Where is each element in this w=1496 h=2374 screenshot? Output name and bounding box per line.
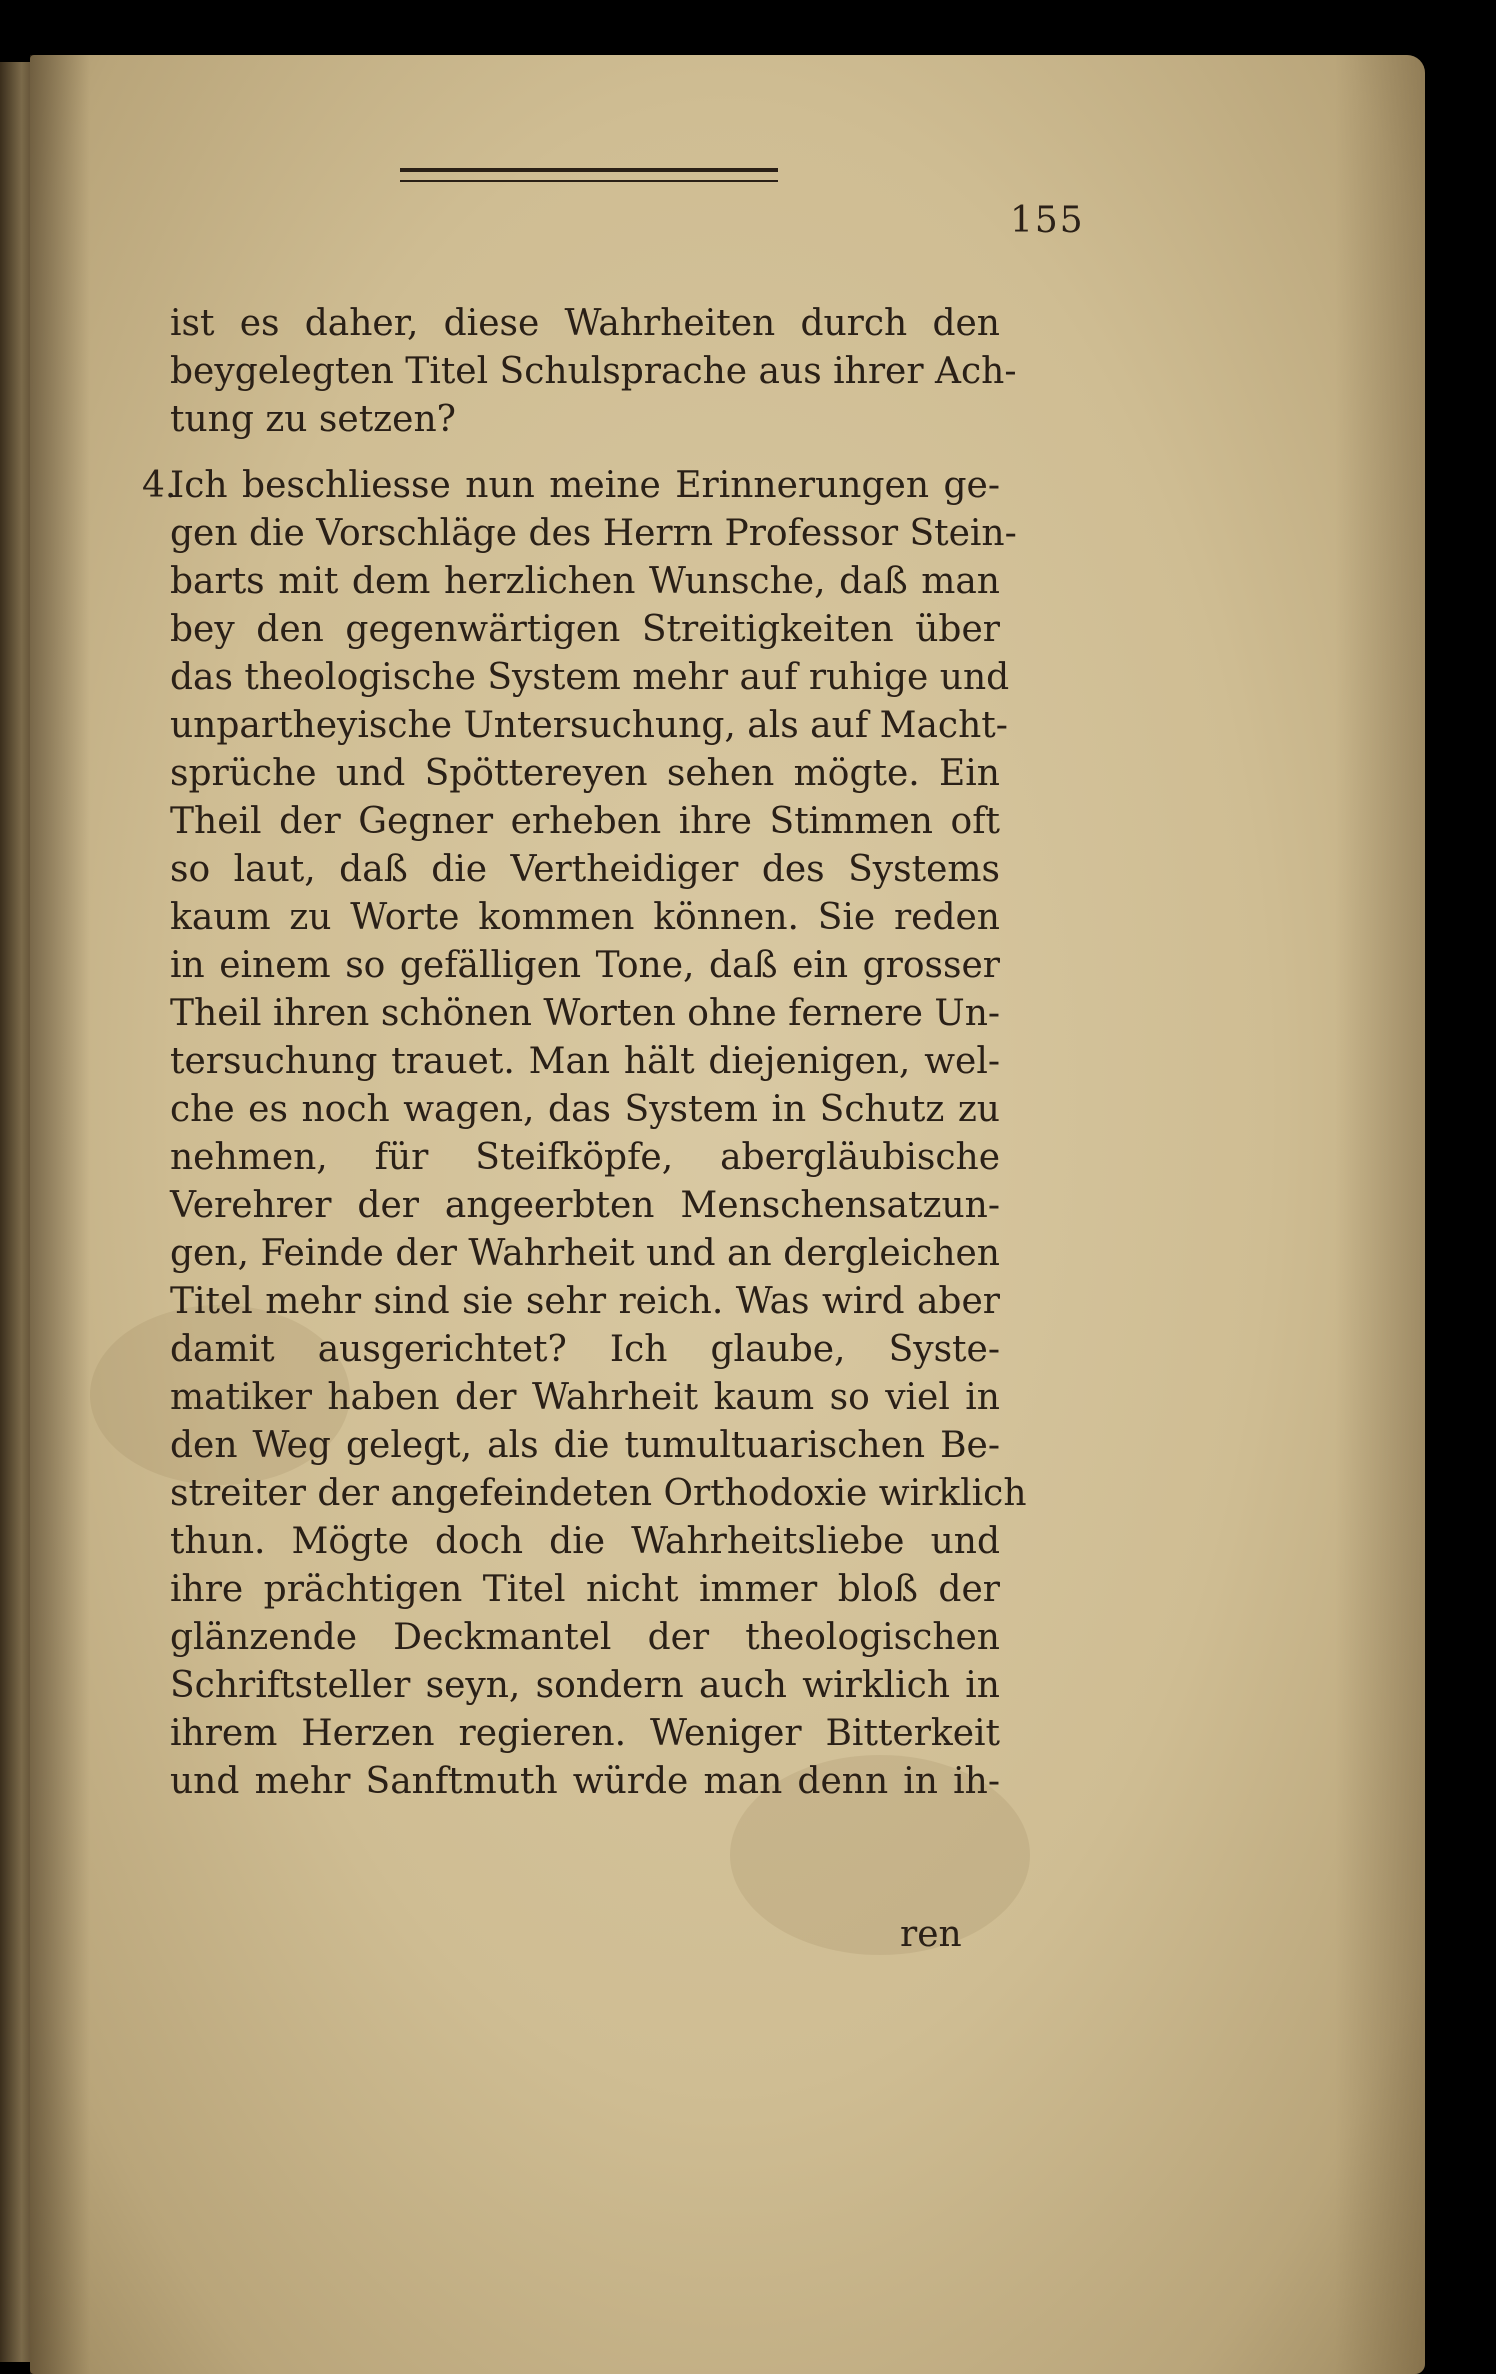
text-line: ist es daher, diese Wahrheiten durch den (170, 303, 1000, 344)
text-line: so laut, daß die Vertheidiger des Systems (170, 849, 1000, 890)
text-line: ihre prächtigen Titel nicht immer bloß der (170, 1569, 1000, 1610)
text-line: gen, Feinde der Wahrheit und an dergleichen (170, 1233, 1000, 1274)
text-line: unpartheyische Untersuchung, als auf Macht- (170, 705, 1008, 746)
text-line: tung zu setzen? (170, 399, 456, 440)
text-line-content: Ich beschliesse nun meine Erinnerungen ge- (170, 465, 1000, 506)
paragraph-gap (170, 444, 1000, 462)
text-line: barts mit dem herzlichen Wunsche, daß man (170, 561, 1000, 602)
header-rule (400, 168, 778, 182)
text-line: kaum zu Worte kommen können. Sie reden (170, 897, 1000, 938)
page-edge-shadow (1335, 55, 1425, 2374)
text-line: bey den gegenwärtigen Streitigkeiten über (170, 609, 1000, 650)
text-line: che es noch wagen, das System in Schutz zu (170, 1089, 1000, 1130)
text-line: Theil der Gegner erheben ihre Stimmen oft (170, 801, 1000, 842)
page-gutter-shadow (30, 55, 90, 2374)
text-line: in einem so gefälligen Tone, daß ein grosser (170, 945, 1000, 986)
text-line: das theologische System mehr auf ruhige und (170, 657, 1010, 698)
text-line: damit ausgerichtet? Ich glaube, Syste- (170, 1329, 1000, 1370)
text-line: tersuchung trauet. Man hält diejenigen, wel- (170, 1041, 1000, 1082)
page-number: 155 (1010, 200, 1085, 241)
text-line: glänzende Deckmantel der theologischen (170, 1617, 1000, 1658)
text-line: sprüche und Spöttereyen sehen mögte. Ein (170, 753, 1000, 794)
text-line: thun. Mögte doch die Wahrheitsliebe und (170, 1521, 1000, 1562)
text-line: Schriftsteller seyn, sondern auch wirklich in (170, 1665, 1000, 1706)
text-line: Theil ihren schönen Worten ohne fernere Un- (170, 993, 1001, 1034)
text-line-numbered (142, 462, 1000, 510)
body-text (142, 300, 1027, 1806)
text-line: und mehr Sanftmuth würde man denn in ih- (170, 1761, 1000, 1802)
text-line: Verehrer der angeerbten Menschensatzun- (170, 1185, 1000, 1226)
text-line: gen die Vorschläge des Herrn Professor Stein- (170, 513, 1017, 554)
catchword: ren (900, 1914, 962, 1955)
text-line: Titel mehr sind sie sehr reich. Was wird aber (170, 1281, 1000, 1322)
paragraph-number: 4. (142, 465, 177, 506)
text-line: matiker haben der Wahrheit kaum so viel in (170, 1377, 1000, 1418)
text-line: den Weg gelegt, als die tumultuarischen Be- (170, 1425, 1000, 1466)
text-line: nehmen, für Steifköpfe, abergläubische (170, 1137, 1000, 1178)
text-line: beygelegten Titel Schulsprache aus ihrer Ach- (170, 351, 1017, 392)
text-line: streiter der angefeindeten Orthodoxie wirklich (170, 1473, 1027, 1514)
text-line: ihrem Herzen regieren. Weniger Bitterkeit (170, 1713, 1000, 1754)
